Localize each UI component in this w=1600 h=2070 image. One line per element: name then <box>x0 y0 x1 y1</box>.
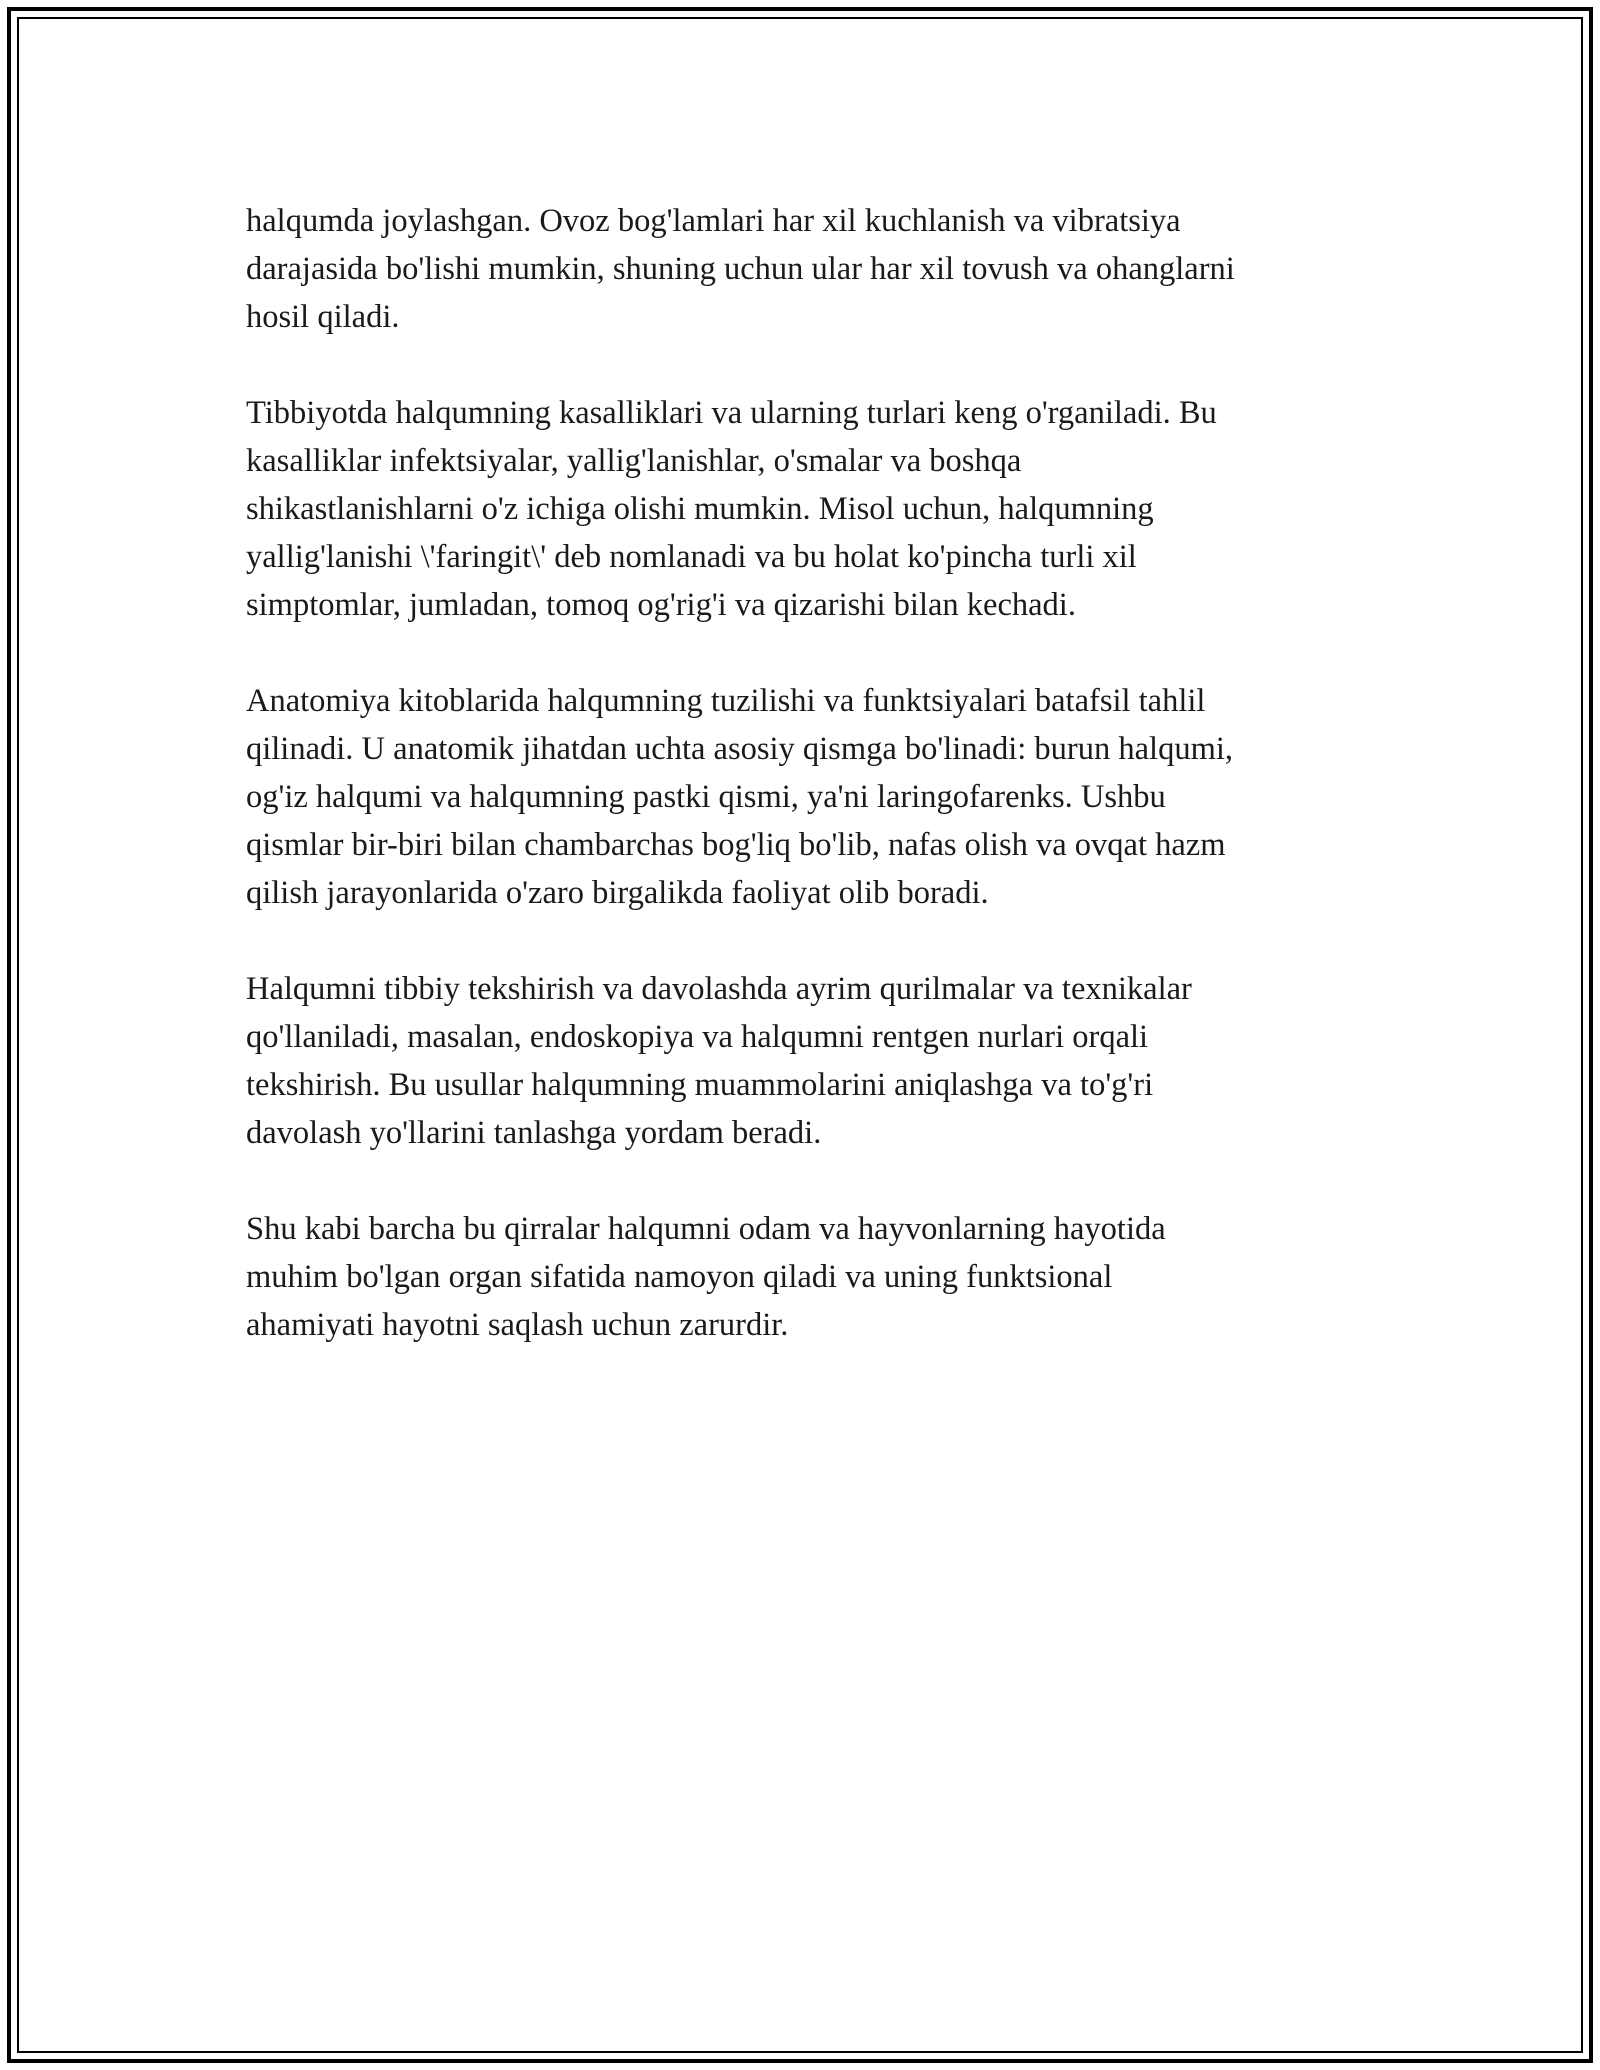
paragraph-4: Halqumni tibbiy tekshirish va davolashda ayrim qurilmalar va texnikalar qo'llaniladi, masalan, endoskopiya va halqumni rentgen nurlari orqali tekshirish. Bu usullar halqumning muammolarini aniqlashga va to'g'ri davolash yo'llarini tanlashga yordam beradi. <box>246 971 1192 1151</box>
page-frame <box>7 7 1593 2063</box>
paragraph-3: Anatomiya kitoblarida halqumning tuzilishi va funktsiyalari batafsil tahlil qilinadi. U anatomik jihatdan uchta asosiy qismga bo'linadi: burun halqumi, og'iz halqumi va halqumning pastki qismi, ya'ni laringofarenks. Ushbu qismlar bir-biri bilan chambarchas bog'liq bo'lib, nafas olish va ovqat hazm qilish jarayonlarida o'zaro birgalikda faoliyat olib boradi. <box>246 683 1234 911</box>
document-body <box>246 197 1376 1397</box>
paragraph-1: halqumda joylashgan. Ovoz bog'lamlari har xil kuchlanish va vibratsiya darajasida bo'lishi mumkin, shuning uchun ular har xil tovush va ohanglarni hosil qiladi. <box>246 203 1235 335</box>
paragraph-2: Tibbiyotda halqumning kasalliklari va ularning turlari keng o'rganiladi. Bu kasalliklar infektsiyalar, yallig'lanishlar, o'smalar va boshqa shikastlanishlarni o'z ichiga olishi mumkin. Misol uchun, halqumning yallig'lanishi \'faringit\' deb nomlanadi va bu holat ko'pincha turli xil simptomlar, jumladan, tomoq og'rig'i va qizarishi bilan kechadi. <box>246 395 1217 623</box>
paragraph-5: Shu kabi barcha bu qirralar halqumni odam va hayvonlarning hayotida muhim bo'lgan organ sifatida namoyon qiladi va uning funktsional ahamiyati hayotni saqlash uchun zarurdir. <box>246 1211 1166 1343</box>
